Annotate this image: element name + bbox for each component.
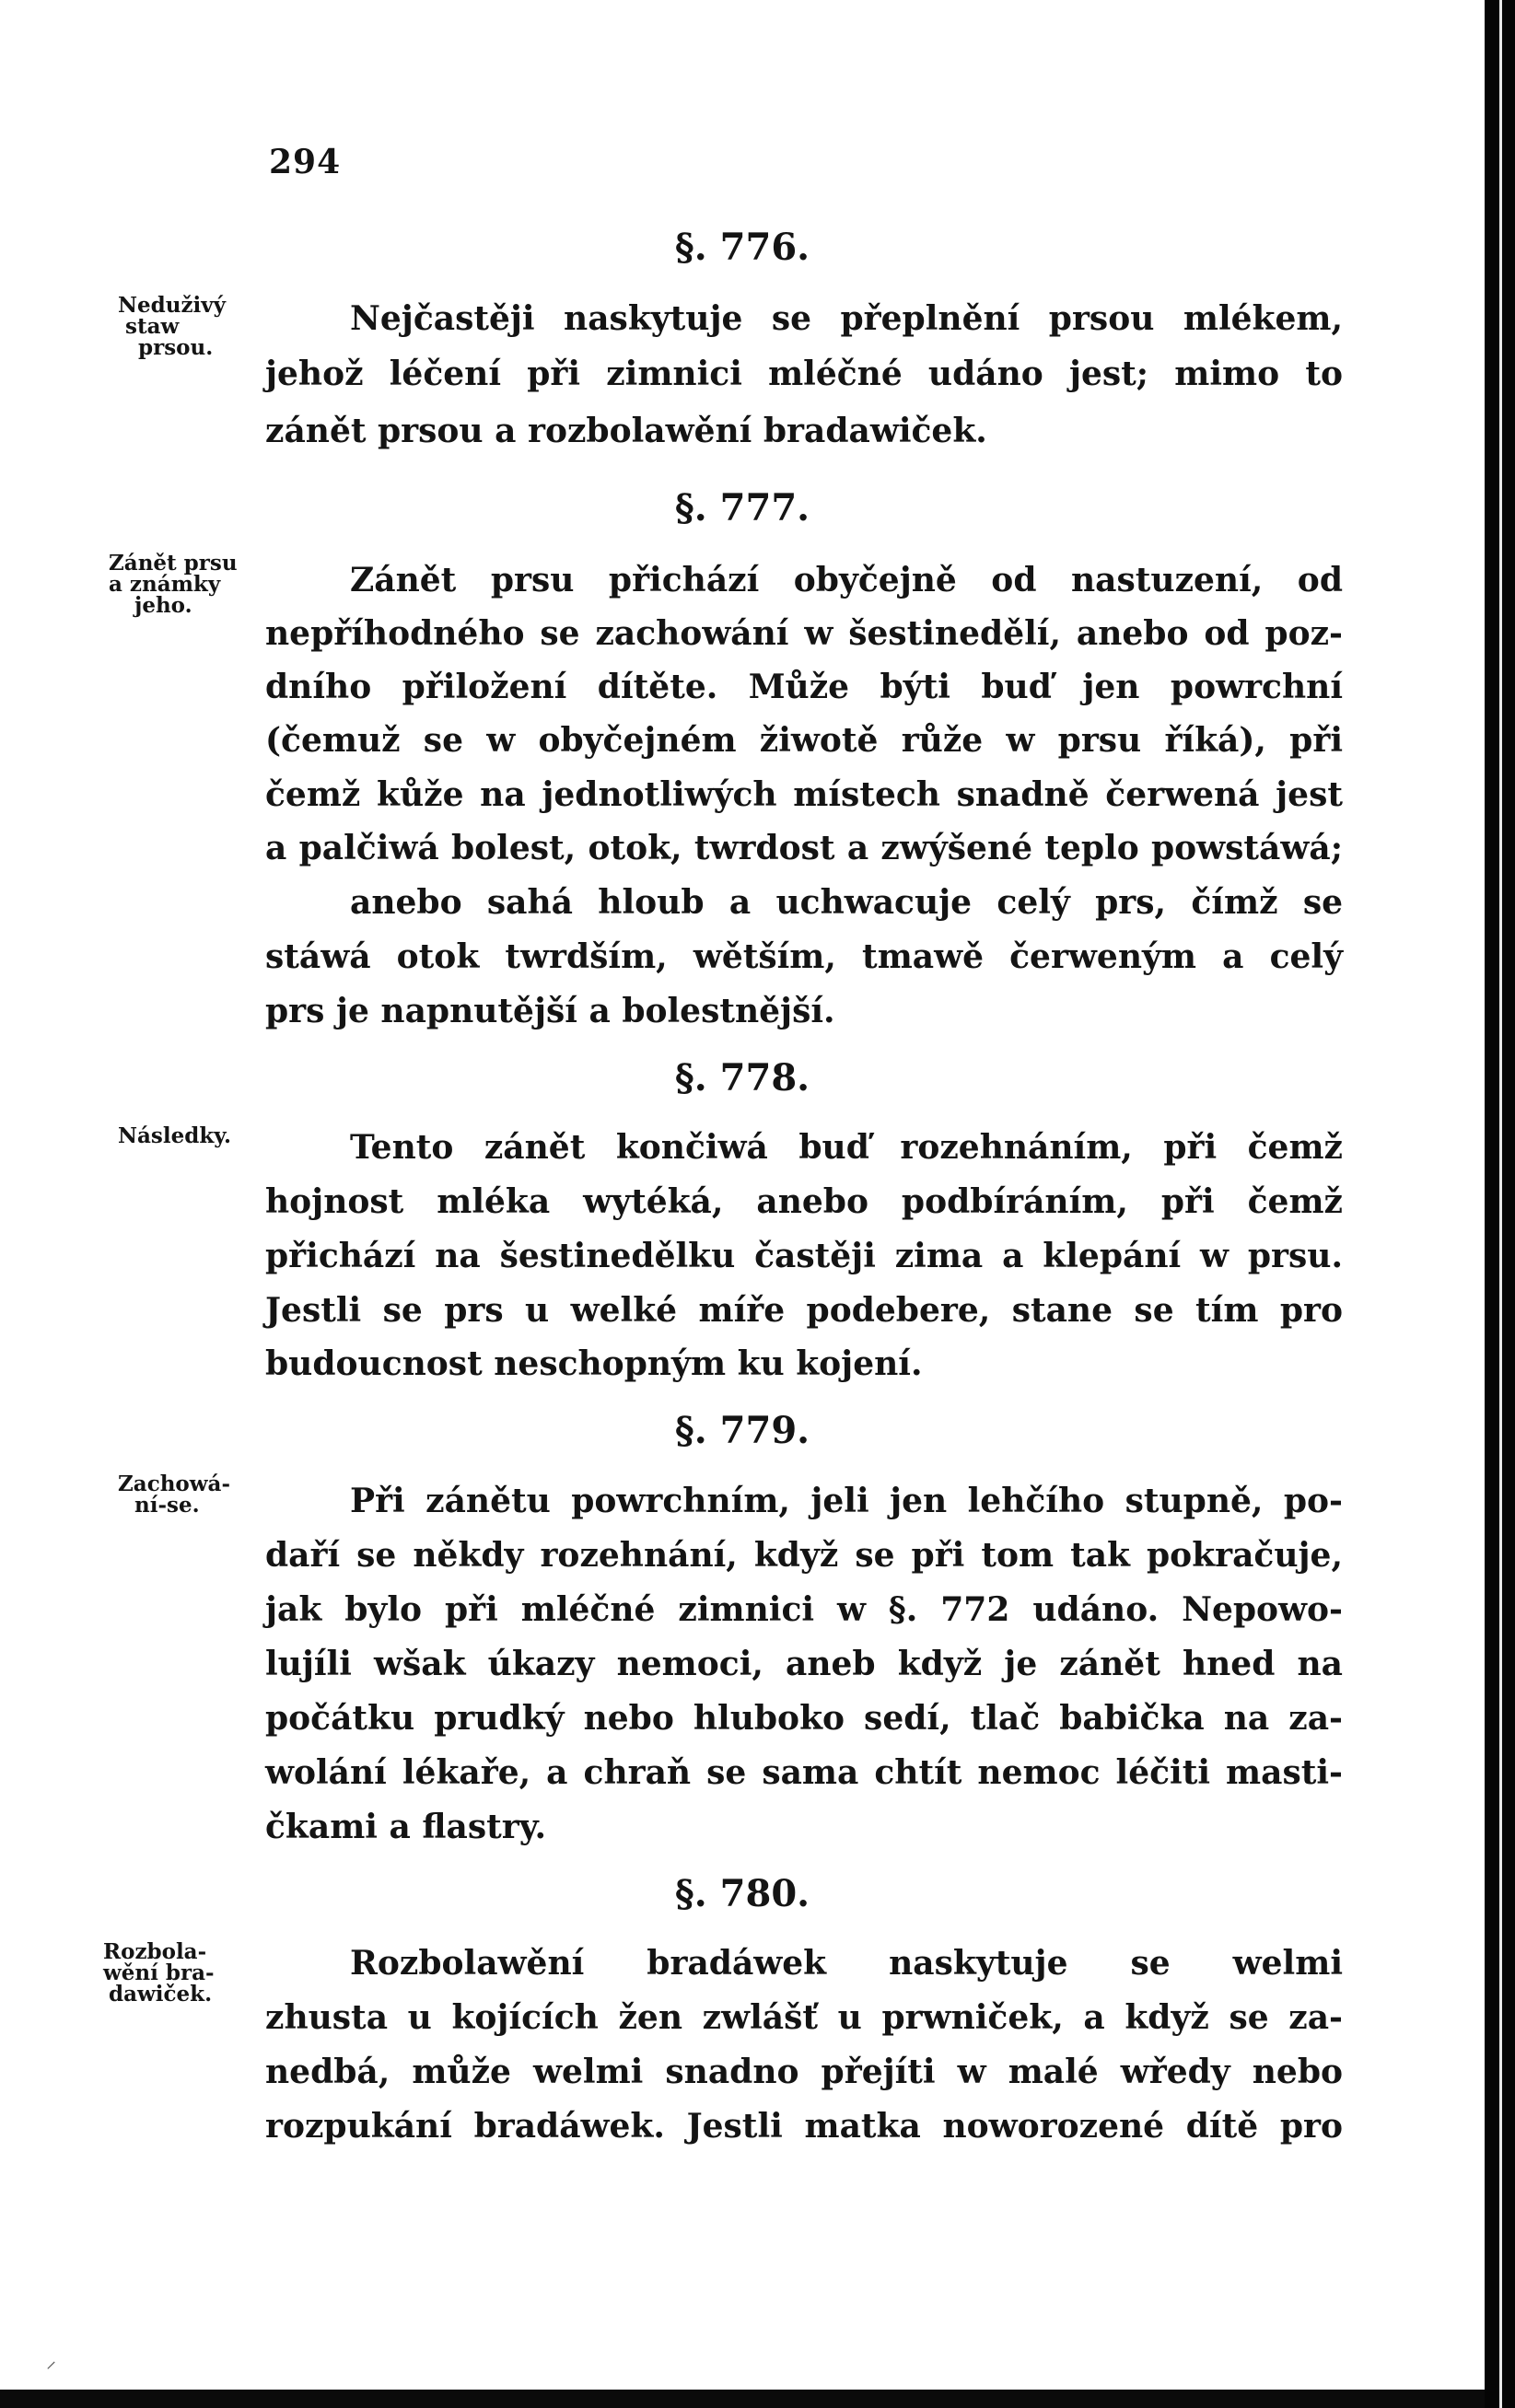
- margin-note-779: [118, 1473, 274, 1516]
- text-line: rozpukání bradáwek. Jestli matka noworozené dítě pro: [265, 2107, 1343, 2146]
- text-line: Jestli se prs u welké míře podebere, stane se tím pro: [265, 1291, 1343, 1330]
- text-line: hojnost mléka wytéká, anebo podbíráním, při čemž: [265, 1182, 1343, 1221]
- margin-note-778: [118, 1125, 274, 1146]
- text-line: Rozbolawění bradáwek naskytuje se welmi: [350, 1944, 1343, 1983]
- text-line: Nejčastěji naskytuje se přeplnění prsou mlékem,: [350, 299, 1343, 338]
- margin-note-line: Zachowá-: [118, 1472, 231, 1496]
- margin-note-line: Zánět prsu: [109, 551, 238, 576]
- text-line: a palčiwá bolest, otok, twrdost a zwýšené teplo powstáwá;: [265, 829, 1343, 867]
- section-heading-776: §. 776.: [674, 226, 810, 269]
- text-line: čemž kůže na jednotliwých místech snadně čerwená jest: [265, 775, 1343, 814]
- text-line: Při zánětu powrchním, jeli jen lehčího stupně, po-: [350, 1482, 1343, 1520]
- scan-speck-mark: ⸝: [46, 2350, 57, 2373]
- margin-note-776: [118, 295, 274, 358]
- text-line: daří se někdy rozehnání, když se při tom tak pokračuje,: [265, 1536, 1343, 1575]
- text-line: nedbá, může welmi snadno přejíti w malé wředy nebo: [265, 2053, 1343, 2091]
- text-line: lujíli wšak úkazy nemoci, aneb když je zánět hned na: [265, 1645, 1343, 1683]
- text-line: počátku prudký nebo hluboko sedí, tlač babička na za-: [265, 1699, 1343, 1738]
- text-line: přichází na šestinedělku častěji zima a klepání w prsu.: [265, 1237, 1343, 1275]
- text-line: wolání lékaře, a chraň se sama chtít nemoc léčiti masti-: [265, 1753, 1343, 1792]
- text-line: budoucnost neschopným ku kojení.: [265, 1344, 923, 1383]
- text-line: Tento zánět končiwá buď rozehnáním, při čemž: [350, 1128, 1343, 1167]
- scan-border-line: [1499, 0, 1502, 2408]
- margin-note-line: ní-se.: [134, 1493, 200, 1518]
- text-line: anebo sahá hloub a uchwacuje celý prs, čímž se: [350, 883, 1343, 922]
- margin-note-line: jeho.: [134, 593, 192, 618]
- margin-note-line: wění bra-: [103, 1960, 215, 1985]
- section-heading-780: §. 780.: [674, 1872, 810, 1915]
- text-line: jehož léčení při zimnici mléčné udáno jest; mimo to: [265, 355, 1343, 393]
- text-line: dního přiložení dítěte. Může býti buď jen powrchní: [265, 668, 1343, 706]
- margin-note-line: Neduživý: [118, 293, 226, 318]
- text-line: zánět prsou a rozbolawění bradawiček.: [265, 412, 987, 450]
- text-line: čkami a flastry.: [265, 1808, 547, 1846]
- text-line: Zánět prsu přichází obyčejně od nastuzení, od: [350, 561, 1343, 599]
- section-heading-779: §. 779.: [674, 1409, 810, 1452]
- margin-note-line: dawiček.: [109, 1982, 213, 2007]
- section-heading-778: §. 778.: [674, 1056, 810, 1099]
- margin-note-line: a známky: [109, 572, 221, 597]
- margin-note-line: staw: [125, 314, 180, 339]
- margin-note-line: prsou.: [138, 335, 214, 360]
- margin-note-line: Rozbola-: [103, 1939, 207, 1964]
- text-line: (čemuž se w obyčejném žiwotě růže w prsu říká), při: [265, 721, 1343, 760]
- text-line: nepříhodného se zachowání w šestinedělí, anebo od poz-: [265, 614, 1343, 653]
- text-line: stáwá otok twrdším, wětším, tmawě čerweným a celý: [265, 937, 1343, 976]
- margin-note-780: [103, 1941, 260, 2005]
- margin-note-777: [109, 553, 265, 616]
- text-line: jak bylo při mléčné zimnici w §. 772 udáno. Nepowo-: [265, 1590, 1343, 1629]
- text-line: prs je napnutější a bolestnější.: [265, 992, 835, 1030]
- section-heading-777: §. 777.: [674, 486, 810, 529]
- margin-note-line: Následky.: [118, 1123, 231, 1148]
- page-number: 294: [269, 143, 342, 181]
- text-line: zhusta u kojících žen zwlášť u prwniček, a když se za-: [265, 1998, 1343, 2037]
